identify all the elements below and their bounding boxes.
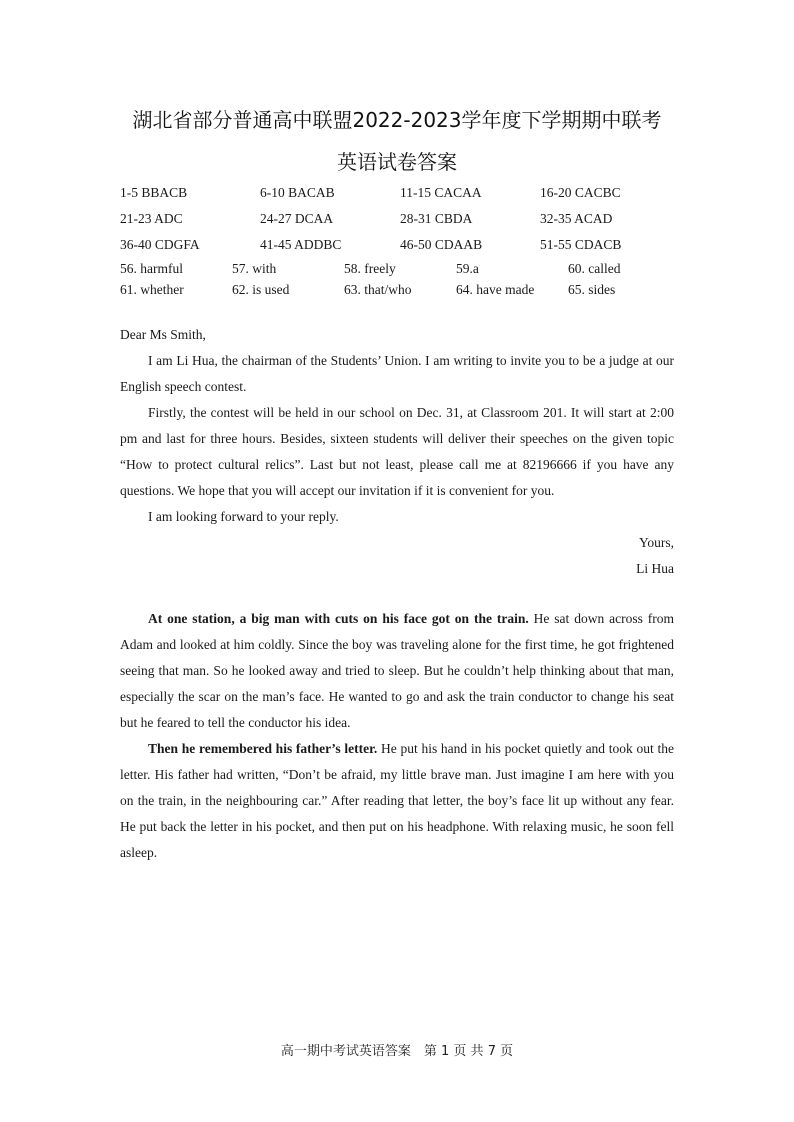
answer-cell: 21-23 ADC xyxy=(120,211,183,226)
page-footer: 高一期中考试英语答案 第 1 页 共 7 页 xyxy=(280,1044,514,1059)
exam-subtitle: 英语试卷答案 xyxy=(337,150,457,174)
exam-title: 湖北省部分普通高中联盟2022-2023学年度下学期期中联考 xyxy=(132,108,662,132)
story-opening-sentence: Then he remembered his father’s letter. xyxy=(148,741,378,756)
continuation-story xyxy=(120,606,674,866)
answer-cell: 57. with xyxy=(232,261,277,276)
answer-cell: 61. whether xyxy=(120,282,184,297)
answer-cell: 51-55 CDACB xyxy=(540,237,622,252)
answer-cell: 24-27 DCAA xyxy=(260,211,334,226)
answer-cell: 63. that/who xyxy=(344,282,412,297)
fill-answer-row-1 xyxy=(0,261,794,281)
answer-cell: 46-50 CDAAB xyxy=(400,237,483,252)
answer-cell: 64. have made xyxy=(456,282,535,297)
mc-answer-row-2 xyxy=(0,211,794,231)
answer-cell: 1-5 BBACB xyxy=(120,185,188,200)
mc-answer-row-1 xyxy=(0,185,794,205)
answer-cell: 32-35 ACAD xyxy=(540,211,613,226)
letter-closing: Yours, xyxy=(638,535,674,550)
answer-cell: 36-40 CDGFA xyxy=(120,237,200,252)
answer-cell: 58. freely xyxy=(344,261,396,276)
letter-paragraph: I am looking forward to your reply. xyxy=(148,509,339,524)
letter-signature: Li Hua xyxy=(636,561,674,576)
answer-cell: 11-15 CACAA xyxy=(400,185,482,200)
fill-answer-row-2 xyxy=(0,282,794,302)
story-text: He put his hand in his pocket quietly and took out the letter. His father had written, “Don’t be afraid, my little brave man. Just imagine I am here with you on the train, in the neighbouring car.” After reading that letter, the boy’s face lit up without any fear. He put back the letter in his pocket, and then put on his headphone. With relaxing music, he soon fell asleep. xyxy=(120,741,674,860)
answer-cell: 60. called xyxy=(568,261,621,276)
letter-greeting: Dear Ms Smith, xyxy=(120,327,206,342)
story-text: He sat down across from Adam and looked at him coldly. Since the boy was traveling alone for the first time, he got frightened seeing that man. So he looked away and tried to sleep. But he couldn’t help thinking about that man, especially the scar on the man’s face. He wanted to go and ask the train conductor to change his seat but he feared to tell the conductor his idea. xyxy=(120,611,674,730)
sample-letter xyxy=(120,322,674,582)
story-paragraph-2 xyxy=(120,736,674,866)
story-paragraph-1 xyxy=(120,606,674,736)
story-opening-sentence: At one station, a big man with cuts on his face got on the train. xyxy=(148,611,529,626)
letter-paragraph: Firstly, the contest will be held in our school on Dec. 31, at Classroom 201. It will start at 2:00 pm and last for three hours. Besides, sixteen students will deliver their speeches on the given topic “How to protect cultural relics”. Last but not least, please call me at 82196666 if you have any questions. We hope that you will accept our invitation if it is convenient for you. xyxy=(120,405,674,498)
answer-cell: 65. sides xyxy=(568,282,616,297)
answer-cell: 16-20 CACBC xyxy=(540,185,621,200)
answer-cell: 6-10 BACAB xyxy=(260,185,335,200)
letter-paragraph: I am Li Hua, the chairman of the Students’ Union. I am writing to invite you to be a judge at our English speech contest. xyxy=(120,353,674,394)
answer-cell: 41-45 ADDBC xyxy=(260,237,342,252)
answer-cell: 56. harmful xyxy=(120,261,183,276)
answer-cell: 59.a xyxy=(456,261,479,276)
mc-answer-row-3 xyxy=(0,237,794,257)
answer-cell: 28-31 CBDA xyxy=(400,211,473,226)
answer-cell: 62. is used xyxy=(232,282,290,297)
